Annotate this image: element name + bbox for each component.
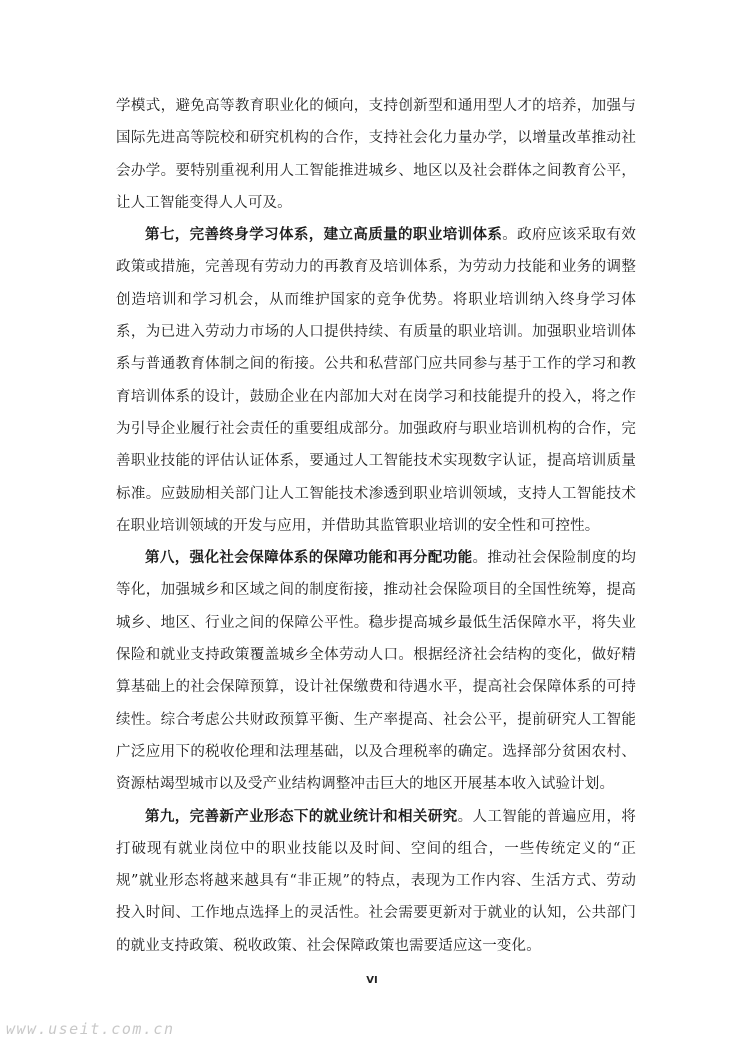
section-body-9: 。人工智能的普遍应用，将打破现有就业岗位中的职业技能以及时间、空间的组合，一些传统定义的“正规”就业形态将越来越具有“非正规”的特点，表现为工作内容、生活方式、劳动投入时间、工作地点选择上的灵活性。社会需要更新对于就业的认知，公共部门的就业支持政策、税收政策、社会保障政策也需要适应这一变化。 [116, 808, 636, 954]
section-heading-7: 第七，完善终身学习体系，建立高质量的职业培训体系 [145, 227, 503, 244]
intro-paragraph: 学模式，避免高等教育职业化的倾向，支持创新型和通用型人才的培养，加强与国际先进高等院校和研究机构的合作，支持社会化力量办学，以增量改革推动社会办学。要特别重视利用人工智能推进城乡、地区以及社会群体之间教育公平，让人工智能变得人人可及。 [116, 98, 636, 211]
section-paragraph-7 [116, 219, 636, 542]
section-heading-8: 第八，强化社会保障体系的保障功能和再分配功能 [145, 550, 473, 567]
section-body-7: 。政府应该采取有效政策或措施，完善现有劳动力的再教育及培训体系，为劳动力技能和业务的调整创造培训和学习机会，从而维护国家的竞争优势。将职业培训纳入终身学习体系，为已进入劳动力市场的人口提供持续、有质量的职业培训。加强职业培训体系与普通教育体制之间的衔接。公共和私营部门应共同参与基于工作的学习和教育培训体系的设计，鼓励企业在内部加大对在岗学习和技能提升的投入，将之作为引导企业履行社会责任的重要组成部分。加强政府与职业培训机构的合作，完善职业技能的评估认证体系，要通过人工智能技术实现数字认证，提高培训质量标准。应鼓励相关部门让人工智能技术渗透到职业培训领域，支持人工智能技术在职业培训领域的开发与应用，并借助其监管职业培训的安全性和可控性。 [116, 227, 636, 534]
section-heading-9: 第九，完善新产业形态下的就业统计和相关研究 [145, 808, 458, 825]
section-paragraph-8 [116, 542, 636, 800]
section-paragraph-9 [116, 801, 636, 962]
page-number: VI [366, 975, 378, 986]
body-text [116, 90, 636, 962]
site-watermark: www.useit.com.cn [6, 1020, 175, 1038]
section-body-8: 。推动社会保险制度的均等化，加强城乡和区域之间的制度衔接，推动社会保险项目的全国性统筹，提高城乡、地区、行业之间的保障公平性。稳步提高城乡最低生活保障水平，将失业保险和就业支持政策覆盖城乡全体劳动人口。根据经济社会结构的变化，做好精算基础上的社会保障预算，设计社保缴费和待遇水平，提高社会保障体系的可持续性。综合考虑公共财政预算平衡、生产率提高、社会公平，提前研究人工智能广泛应用下的税收伦理和法理基础，以及合理税率的确定。选择部分贫困农村、资源枯竭型城市以及受产业结构调整冲击巨大的地区开展基本收入试验计划。 [116, 550, 636, 793]
